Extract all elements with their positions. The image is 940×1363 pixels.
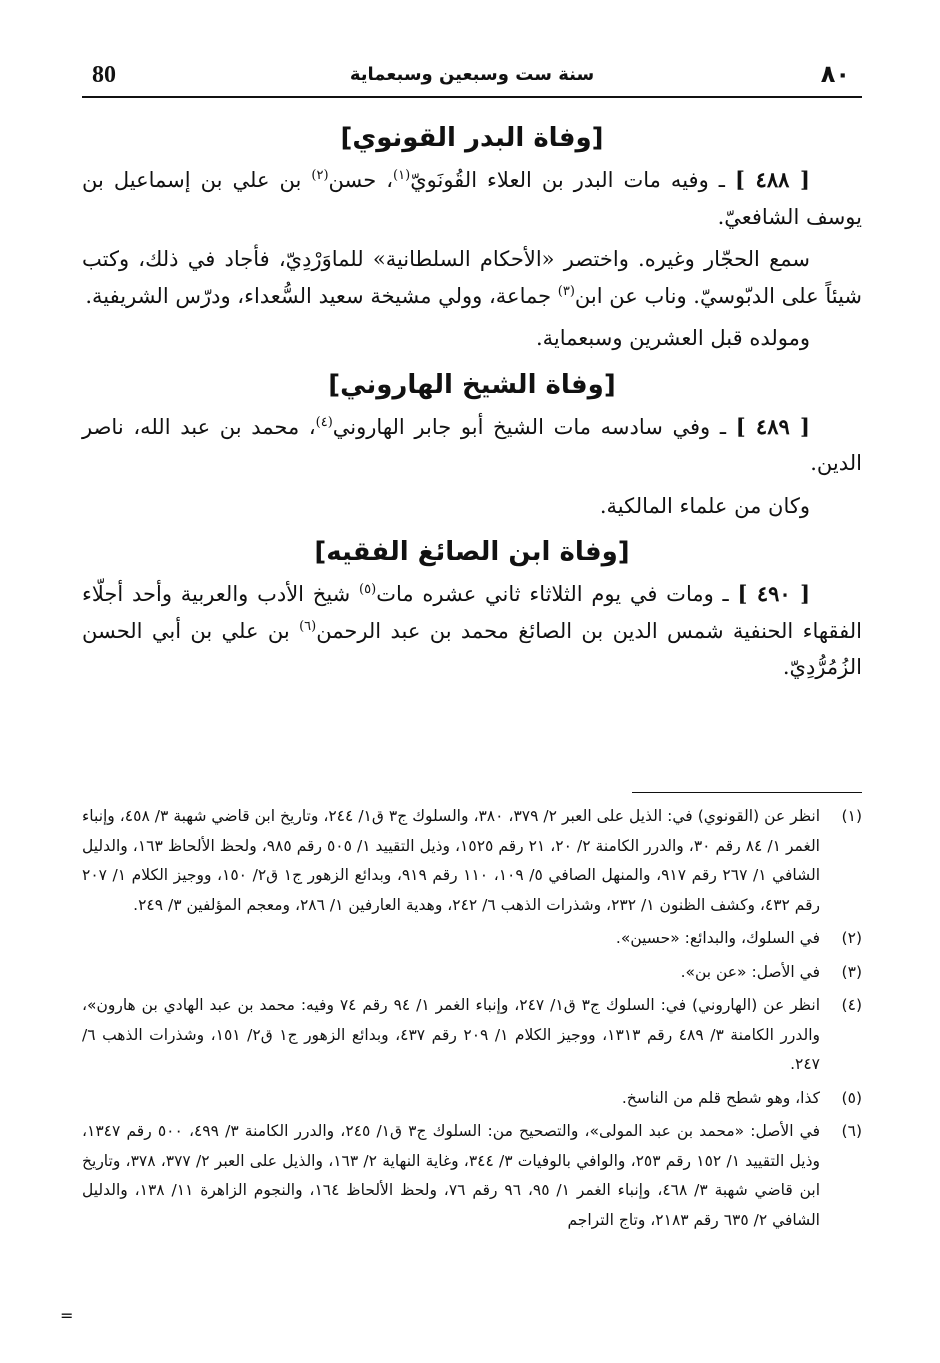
footnote-text: في الأصل: «عن بن». xyxy=(680,962,820,981)
footnote-ref[interactable]: (١) xyxy=(393,168,411,183)
footnote-item xyxy=(82,1117,862,1235)
footnote-item xyxy=(82,1084,862,1114)
entry-paragraph xyxy=(82,409,862,482)
footnote-item xyxy=(82,991,862,1080)
entry-paragraph xyxy=(82,576,862,686)
entry-text: ـ ومات في يوم الثلاثاء ثاني عشره مات xyxy=(376,582,738,606)
footnote-ref[interactable]: (٢) xyxy=(311,168,329,183)
footnotes xyxy=(82,802,862,1239)
footnote-text: في السلوك، والبدائع: «حسين». xyxy=(615,929,820,947)
entry-text: ، حسن xyxy=(328,168,394,192)
footnote-number: (٣) xyxy=(841,962,862,981)
footnote-text: انظر عن (الهاروني) في: السلوك ج٣ ق١/ ٢٤٧، وإنباء الغمر ١/ ٩٤ رقم ٧٤ وفيه: محمد بن عبد الهادي بن هارون»، والدرر الكامنة ٣/ ٤٨٩ رقم ١٣١٣، ووجيز الكلام ١/ ٢٠٩ رقم ٤٣٧، وبدائع الزهور ج١ ق٢/ ١٥١، وشذرات الذهب ٦/ ٢٤٧. xyxy=(82,996,821,1073)
entry-text: شيخ الأدب والعربية وأحد أجلّاء الفقهاء الحنفية شمس الدين بن الصائغ محمد بن عبد الرحمن xyxy=(82,582,863,643)
running-title: سنة ست وسبعين وسبعماية xyxy=(349,64,595,85)
main-text xyxy=(82,110,862,692)
footnote-text: انظر عن (القونوي) في: الذيل على العبر ٢/ ٣٧٩، ٣٨٠، والسلوك ج٣ ق١/ ٢٤٤، وتاريخ ابن قاضي شهبة ٣/ ٤٥٨، وإنباء الغمر ١/ ٨٤ رقم ٣٠، والدرر الكامنة ٢/ ٢٠، ٢١ رقم ١٥٢٥، وذيل التقييد ١/ ٥٠٥ رقم ٩٨٥، ولحظ الألحاظ ١٦٣، والدليل الشافي ١/ ٢٦٧ رقم ٩١٧، والمنهل الصافي ٥/ ١٠٩، ١١٠ رقم ٩١٩، وبدائع الزهور ج١ ق٢/ ١٥٠، ووجيز الكلام ١/ ٢٠٧ رقم ٤٣٢، وكشف الظنون ١/ ٢٣٢، وشذرات الذهب ٦/ ٢٤٢، وهدية العارفين ١/ ٢٨٦، ومعجم المؤلفين ٣/ ٢٤٩. xyxy=(82,807,821,914)
footnote-ref[interactable]: (٣) xyxy=(557,283,575,299)
footnote-text: في الأصل: «محمد بن عبد المولى»، والتصحيح من: السلوك ج٣ ق١/ ٢٤٥، والدرر الكامنة ٣/ ٤٩٩، ٥٠٠ رقم ١٣٤٧، وذيل التقييد ١/ ١٥٢ رقم ٢٥٣، والوافي بالوفيات ٣/ ٣٤٤، وغاية النهاية ٢/ ١٦٣، والذيل على العبر ٢/ ٣٧٧، ٣٧٨، وتاريخ ابن قاضي شهبة ٣/ ٤٦٨، وإنباء الغمر ١/ ٩٥، ٩٦ رقم ٧٦، ولحظ الألحاظ ١٦٤، والنجوم الزاهرة ١١/ ١٣٨، والدليل الشافي ٢/ ٦٣٥ رقم ٢١٨٣، وتاج التراجم xyxy=(82,1122,821,1229)
entry-paragraph xyxy=(82,162,862,235)
body-paragraph xyxy=(82,241,862,314)
paragraph-text: سمع الحجّار وغيره. واختصر «الأحكام السلطانية» للماوَرْدِيّ، فأجاد في ذلك، وكتب شيئاً على الدبّوسيّ. وناب عن ابن xyxy=(82,247,862,308)
footnote-ref[interactable]: (٦) xyxy=(299,618,317,634)
page-header xyxy=(82,58,862,98)
continuation-mark: = xyxy=(60,1306,74,1325)
entry-number: [ ٤٩٠ ] xyxy=(737,581,811,606)
entry-text: ـ وفي سادسه مات الشيخ أبو جابر الهاروني xyxy=(332,414,736,439)
footnote-ref[interactable]: (٤) xyxy=(315,414,333,430)
footnote-item xyxy=(82,802,862,920)
section-title: [وفاة البدر القونوي] xyxy=(340,123,604,153)
entry-text: بن علي بن أبي الحسن الزُمُرُّدِيّ. xyxy=(82,618,862,679)
page-number-latin: 80 xyxy=(92,62,116,88)
body-paragraph: ومولده قبل العشرين وسبعماية. xyxy=(535,326,810,350)
paragraph-text: جماعة، وولي مشيخة سعيد السُّعداء، ودرّس الشريفية. xyxy=(85,283,558,308)
section-title: [وفاة الشيخ الهاروني] xyxy=(328,369,616,400)
entry-number: [ ٤٨٨ ] xyxy=(734,167,810,192)
footnote-number: (٤) xyxy=(841,996,862,1014)
footnote-ref[interactable]: (٥) xyxy=(359,582,377,597)
entry-text: بن علي بن إسماعيل بن يوسف الشافعيّ. xyxy=(82,168,862,229)
footnote-divider xyxy=(632,792,862,793)
entry-text: ، محمد بن عبد الله، ناصر الدين. xyxy=(82,414,862,475)
body-paragraph: وكان من علماء المالكية. xyxy=(599,493,810,518)
footnote-text: كذا، وهو شطح قلم من الناسخ. xyxy=(621,1088,820,1107)
footnote-item xyxy=(82,958,862,988)
footnote-number: (٢) xyxy=(841,929,862,947)
entry-text: ـ وفيه مات البدر بن العلاء القُونَويّ xyxy=(410,168,735,192)
entry-number: [ ٤٨٩ ] xyxy=(735,413,810,439)
page-number-arabic: ٨٠ xyxy=(820,60,850,88)
footnote-number: (٦) xyxy=(841,1122,862,1140)
section-title: [وفاة ابن الصائغ الفقيه] xyxy=(314,537,630,567)
footnote-item xyxy=(82,924,862,954)
footnote-number: (١) xyxy=(841,807,862,825)
footnote-number: (٥) xyxy=(841,1088,862,1107)
